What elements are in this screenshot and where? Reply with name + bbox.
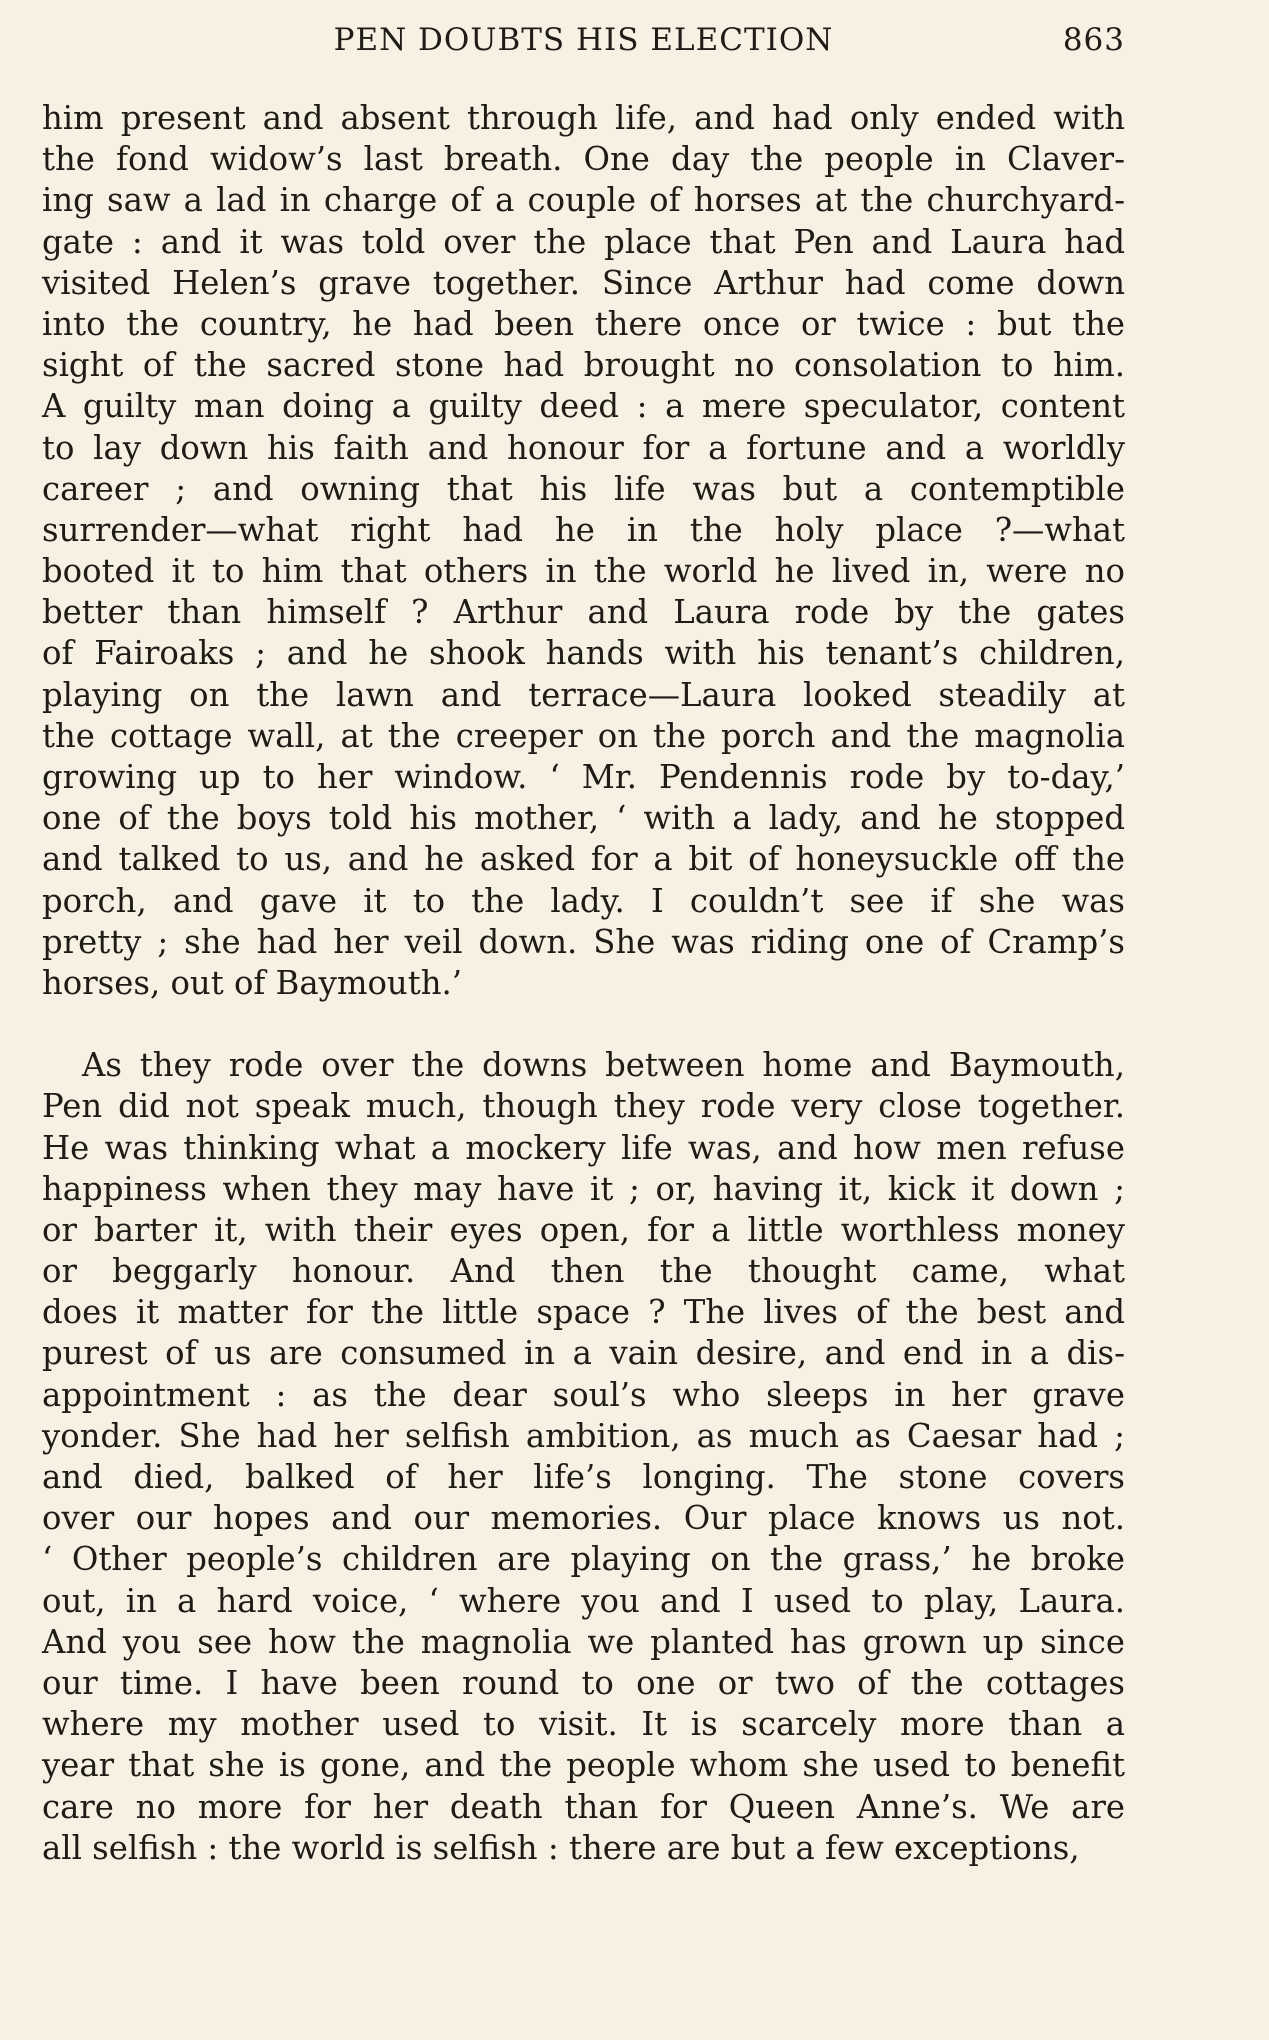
text-line: or barter it, with their eyes open, for a little worthless money: [42, 1210, 1125, 1249]
text-line: surrender—what right had he in the holy place ?—what: [42, 510, 1125, 549]
text-line: and talked to us, and he asked for a bit of honeysuckle off the: [42, 840, 1125, 879]
text-line: over our hopes and our memories. Our place knows us not.: [42, 1499, 1125, 1538]
text-line: out, in a hard voice, ‘ where you and I used to play, Laura.: [42, 1581, 1125, 1620]
text-line: growing up to her window. ‘ Mr. Pendennis rode by to-day,’: [42, 758, 1125, 796]
body-text: [42, 98, 1125, 1869]
text-line: yonder. She had her selfish ambition, as much as Caesar had ;: [42, 1416, 1125, 1455]
paragraph-1: [42, 98, 1125, 1004]
text-line: him present and absent through life, and had only ended with: [42, 99, 1125, 137]
text-line: booted it to him that others in the world he lived in, were no: [42, 552, 1125, 591]
text-line: As they rode over the downs between home and Baymouth,: [82, 1046, 1125, 1085]
text-line: care no more for her death than for Queen Anne’s. We are: [42, 1787, 1125, 1826]
text-line: ing saw a lad in charge of a couple of horses at the churchyard-: [42, 181, 1125, 220]
text-line: appointment : as the dear soul’s who sleeps in her grave: [42, 1375, 1125, 1414]
text-line: A guilty man doing a guilty deed : a mere speculator, content: [42, 387, 1125, 426]
text-line: sight of the sacred stone had brought no consolation to him.: [42, 346, 1125, 385]
text-line: the fond widow’s last breath. One day the people in Claver-: [42, 140, 1125, 179]
text-line: playing on the lawn and terrace—Laura looked steadily at: [42, 675, 1125, 714]
text-line: year that she is gone, and the people whom she used to benefit: [42, 1746, 1125, 1785]
text-line: Pen did not speak much, though they rode very close together.: [42, 1087, 1125, 1126]
running-header: [42, 14, 1125, 66]
text-line: into the country, he had been there once or twice : but the: [42, 304, 1125, 343]
text-line: better than himself ? Arthur and Laura rode by the gates: [42, 593, 1125, 632]
text-line: happiness when they may have it ; or, having it, kick it down ;: [42, 1169, 1125, 1208]
text-line: He was thinking what a mockery life was, and how men refuse: [42, 1128, 1125, 1167]
text-line: porch, and gave it to the lady. I couldn’t see if she was: [42, 881, 1125, 920]
text-line: gate : and it was told over the place that Pen and Laura had: [42, 222, 1125, 261]
text-line: does it matter for the little space ? The lives of the best and: [42, 1293, 1125, 1332]
text-line: horses, out of Baymouth.’: [42, 963, 463, 1002]
text-line: pretty ; she had her veil down. She was riding one of Cramp’s: [42, 922, 1125, 961]
paragraph-2: [42, 1045, 1125, 1869]
text-line: where my mother used to visit. It is scarcely more than a: [42, 1705, 1125, 1744]
text-line: purest of us are consumed in a vain desire, and end in a dis-: [42, 1334, 1125, 1373]
paragraph-break: [42, 1004, 1125, 1045]
text-line: of Fairoaks ; and he shook hands with his tenant’s children,: [42, 634, 1125, 673]
text-line: visited Helen’s grave together. Since Arthur had come down: [42, 263, 1125, 302]
text-line: one of the boys told his mother, ‘ with a lady, and he stopped: [42, 799, 1125, 838]
page-number: 863: [1062, 22, 1125, 58]
text-line: our time. I have been round to one or two of the cottages: [42, 1663, 1125, 1702]
text-line: and died, balked of her life’s longing. The stone covers: [42, 1458, 1125, 1496]
text-line: or beggarly honour. And then the thought came, what: [42, 1252, 1125, 1291]
text-line: And you see how the magnolia we planted has grown up since: [42, 1622, 1125, 1661]
text-line: all selfish : the world is selfish : there are but a few exceptions,: [42, 1828, 1080, 1867]
text-line: ‘ Other people’s children are playing on the grass,’ he broke: [42, 1540, 1125, 1579]
text-line: career ; and owning that his life was but a contemptible: [42, 469, 1125, 508]
text-line: the cottage wall, at the creeper on the porch and the magnolia: [42, 716, 1125, 755]
text-line: to lay down his faith and honour for a fortune and a worldly: [42, 428, 1125, 467]
chapter-title: PEN DOUBTS HIS ELECTION: [333, 22, 834, 58]
